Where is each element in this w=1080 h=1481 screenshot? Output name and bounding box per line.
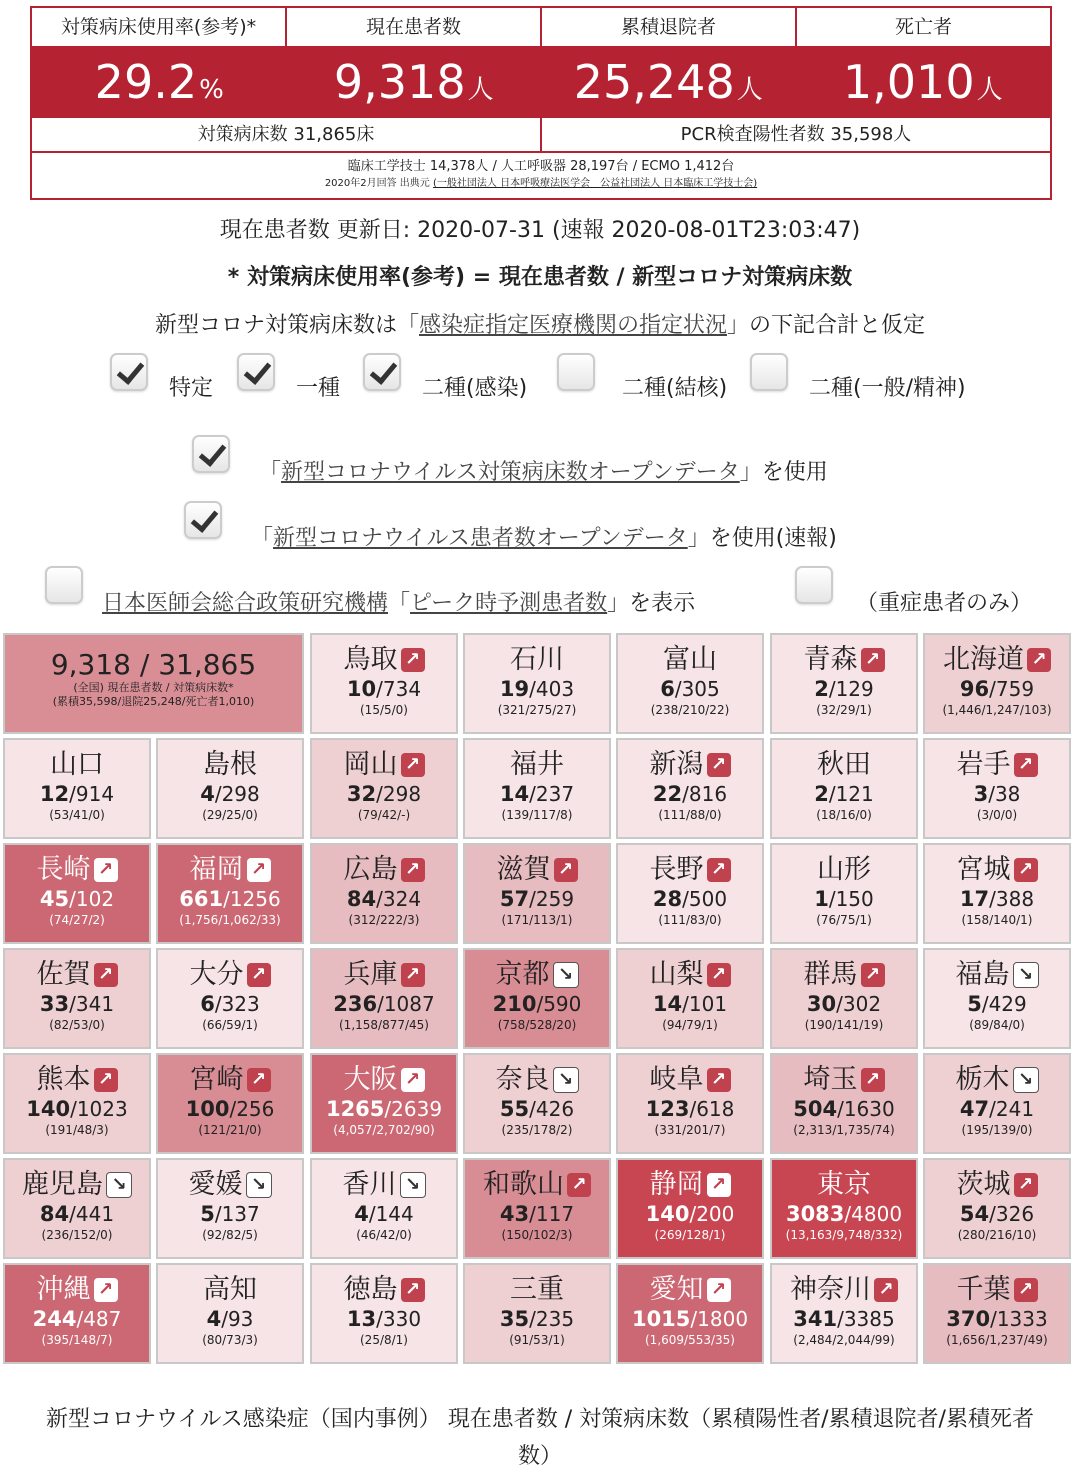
prefecture-name: 石川 xyxy=(510,644,564,675)
source-info: 2020年2月回答 出典元 (一般社団法人 日本呼吸療法医学会 公益社団法人 日本臨床工学技士会) xyxy=(324,178,758,189)
prefecture-tile[interactable] xyxy=(923,633,1071,734)
cumulative-detail: (1,756/1,062/33) xyxy=(179,913,281,927)
prefecture-name: 福岡 ↗ xyxy=(158,854,302,886)
cumulative-detail: (395/148/7) xyxy=(41,1333,113,1347)
prefecture-name: 茨城 ↗ xyxy=(925,1169,1069,1201)
prefecture-name: 佐賀 ↗ xyxy=(5,959,149,991)
patients-beds: 1015/1800 xyxy=(631,1307,749,1331)
trend-down-icon: ↘ xyxy=(246,1172,272,1198)
header-discharged: 累積退院者 xyxy=(542,8,797,46)
national-total-tile[interactable]: 9,318 / 31,865 (全国) 現在患者数 / 対策病床数* (累積35,598/退院25,248/死亡者1,010) xyxy=(3,633,304,734)
patients-beds: 2/129 xyxy=(814,677,874,701)
cumulative-detail: (66/59/1) xyxy=(202,1018,258,1032)
prefecture-tile[interactable] xyxy=(3,843,151,944)
patients-beds: 661/1256 xyxy=(179,887,281,911)
prefecture-tile[interactable] xyxy=(616,1158,764,1259)
value-deaths: 1,010人 xyxy=(842,55,1003,109)
cumulative-detail: (15/5/0) xyxy=(360,703,408,717)
trend-up-icon: ↗ xyxy=(567,1173,591,1197)
trend-down-icon: ↘ xyxy=(553,1067,579,1093)
patients-beds: 6/305 xyxy=(660,677,720,701)
prefecture-tile[interactable] xyxy=(770,1053,918,1154)
prefecture-name: 広島 ↗ xyxy=(312,854,456,886)
prefecture-tile[interactable] xyxy=(616,1053,764,1154)
cumulative-detail: (1,656/1,237/49) xyxy=(946,1333,1048,1347)
cumulative-detail: (1,609/553/35) xyxy=(645,1333,735,1347)
cumulative-detail: (25/8/1) xyxy=(360,1333,408,1347)
cumulative-detail: (74/27/2) xyxy=(49,913,105,927)
patients-beds: 47/241 xyxy=(959,1097,1035,1121)
prefecture-tile[interactable] xyxy=(616,843,764,944)
patients-beds: 84/441 xyxy=(39,1202,115,1226)
trend-up-icon: ↗ xyxy=(707,1278,731,1302)
trend-up-icon: ↗ xyxy=(554,858,578,882)
checkbox-icon[interactable] xyxy=(237,353,275,391)
prefecture-tile[interactable] xyxy=(923,948,1071,1049)
prefecture-tile[interactable] xyxy=(616,633,764,734)
patients-beds: 14/237 xyxy=(499,782,575,806)
prefecture-tile[interactable] xyxy=(463,633,611,734)
summary-headers xyxy=(32,8,1050,46)
jmari-link[interactable]: 日本医師会総合政策研究機構 xyxy=(102,591,389,616)
trend-up-icon: ↗ xyxy=(247,963,271,987)
cumulative-detail: (2,313/1,735/74) xyxy=(793,1123,895,1137)
value-current-patients: 9,318人 xyxy=(333,55,494,109)
patients-beds: 5/429 xyxy=(967,992,1027,1016)
patients-beds: 236/1087 xyxy=(333,992,435,1016)
prefecture-name: 沖縄 ↗ xyxy=(5,1274,149,1306)
prefecture-tile[interactable] xyxy=(923,1263,1071,1364)
checkbox-icon[interactable] xyxy=(557,353,595,391)
prefecture-tile[interactable] xyxy=(770,633,918,734)
prefecture-name: 大阪 ↗ xyxy=(312,1064,456,1096)
prefecture-tile[interactable] xyxy=(310,948,458,1049)
patients-beds: 28/500 xyxy=(652,887,728,911)
trend-up-icon: ↗ xyxy=(1027,648,1051,672)
cumulative-detail: (3/0/0) xyxy=(976,808,1018,822)
prefecture-tile[interactable] xyxy=(616,948,764,1049)
prefecture-tile[interactable] xyxy=(770,1158,918,1259)
prefecture-name: 北海道 ↗ xyxy=(925,644,1069,676)
prefecture-name: 京都 ↘ xyxy=(465,959,609,991)
cumulative-detail: (236/152/0) xyxy=(41,1228,113,1242)
patients-beds: 123/618 xyxy=(645,1097,735,1121)
patients-beds: 6/323 xyxy=(200,992,260,1016)
trend-up-icon: ↗ xyxy=(707,753,731,777)
prefecture-name: 鳥取 ↗ xyxy=(312,644,456,676)
patients-beds: 5/137 xyxy=(200,1202,260,1226)
cumulative-detail: (111/83/0) xyxy=(658,913,722,927)
prefecture-tile[interactable] xyxy=(463,1263,611,1364)
prefecture-name: 栃木 ↘ xyxy=(925,1064,1069,1096)
trend-down-icon: ↘ xyxy=(1013,962,1039,988)
prefecture-tile[interactable] xyxy=(156,948,304,1049)
cumulative-detail: (4,057/2,702/90) xyxy=(333,1123,435,1137)
patients-beds: 55/426 xyxy=(499,1097,575,1121)
prefecture-name: 高知 xyxy=(203,1274,257,1305)
trend-up-icon: ↗ xyxy=(861,1068,885,1092)
value-discharged: 25,248人 xyxy=(573,55,763,109)
prefecture-tile[interactable] xyxy=(770,1263,918,1364)
patients-beds: 2/121 xyxy=(814,782,874,806)
option-patients-opendata[interactable]: 「新型コロナウイルス患者数オープンデータ」を使用(速報) xyxy=(184,501,837,539)
cumulative-detail: (29/25/0) xyxy=(202,808,258,822)
patients-beds: 57/259 xyxy=(499,887,575,911)
beds-opendata-link[interactable]: 新型コロナウイルス対策病床数オープンデータ xyxy=(281,460,740,485)
patients-beds: 43/117 xyxy=(499,1202,575,1226)
cumulative-detail: (321/275/27) xyxy=(497,703,577,717)
cumulative-detail: (1,158/877/45) xyxy=(339,1018,429,1032)
cumulative-detail: (18/16/0) xyxy=(816,808,872,822)
prefecture-name: 岩手 ↗ xyxy=(925,749,1069,781)
filter-type2-general[interactable]: 二種(一般/精神) xyxy=(750,353,966,391)
patients-opendata-link[interactable]: 新型コロナウイルス患者数オープンデータ xyxy=(273,526,688,551)
header-current-patients: 現在患者数 xyxy=(287,8,542,46)
assumption-text: 新型コロナ対策病床数は「感染症指定医療機関の指定状況」の下記合計と仮定 xyxy=(154,313,926,338)
trend-up-icon: ↗ xyxy=(94,1068,118,1092)
prefecture-tile[interactable] xyxy=(463,738,611,839)
prefecture-tile[interactable] xyxy=(3,738,151,839)
trend-down-icon: ↘ xyxy=(106,1172,132,1198)
patients-beds: 210/590 xyxy=(492,992,582,1016)
trend-up-icon: ↗ xyxy=(94,858,118,882)
trend-up-icon: ↗ xyxy=(861,648,885,672)
prefecture-name: 鹿児島 ↘ xyxy=(5,1169,149,1201)
prefecture-name: 愛知 ↗ xyxy=(618,1274,762,1306)
filter-type2-infection[interactable]: 二種(感染) xyxy=(363,353,527,391)
trend-up-icon: ↗ xyxy=(401,753,425,777)
prefecture-name: 兵庫 ↗ xyxy=(312,959,456,991)
patients-beds: 14/101 xyxy=(652,992,728,1016)
checkbox-icon[interactable] xyxy=(45,566,83,604)
prefecture-tile[interactable] xyxy=(310,843,458,944)
prefecture-tile[interactable] xyxy=(616,738,764,839)
prefecture-tile[interactable] xyxy=(463,843,611,944)
updated-date: 現在患者数 更新日: 2020-07-31 (速報 2020-08-01T23:03:47) xyxy=(219,218,861,243)
prefecture-name: 滋賀 ↗ xyxy=(465,854,609,886)
prefecture-tile[interactable] xyxy=(310,633,458,734)
patients-beds: 1265/2639 xyxy=(325,1097,443,1121)
checkbox-icon[interactable] xyxy=(110,353,148,391)
patients-beds: 3/38 xyxy=(973,782,1021,806)
cumulative-detail: (171/113/1) xyxy=(501,913,573,927)
prefecture-name: 三重 xyxy=(510,1274,564,1305)
cumulative-detail: (758/528/20) xyxy=(497,1018,577,1032)
checkbox-icon[interactable] xyxy=(750,353,788,391)
patients-beds: 33/341 xyxy=(39,992,115,1016)
prefecture-tile[interactable] xyxy=(923,738,1071,839)
trend-up-icon: ↗ xyxy=(94,1278,118,1302)
cumulative-detail: (46/42/0) xyxy=(356,1228,412,1242)
prefecture-tile[interactable] xyxy=(310,1263,458,1364)
total-beds: 対策病床数 31,865床 xyxy=(32,118,542,151)
prefecture-tile[interactable] xyxy=(310,738,458,839)
trend-up-icon: ↗ xyxy=(401,648,425,672)
cumulative-detail: (76/75/1) xyxy=(816,913,872,927)
trend-up-icon: ↗ xyxy=(874,1278,898,1302)
patients-beds: 30/302 xyxy=(806,992,882,1016)
patients-beds: 140/200 xyxy=(645,1202,735,1226)
header-bed-usage: 対策病床使用率(参考)* xyxy=(32,8,287,46)
prefecture-name: 山梨 ↗ xyxy=(618,959,762,991)
patients-beds: 22/816 xyxy=(652,782,728,806)
cumulative-detail: (53/41/0) xyxy=(49,808,105,822)
checkbox-icon[interactable] xyxy=(363,353,401,391)
trend-up-icon: ↗ xyxy=(401,1068,425,1092)
prefecture-tile[interactable] xyxy=(616,1263,764,1364)
prefecture-name: 山口 xyxy=(50,749,104,780)
cumulative-detail: (331/201/7) xyxy=(654,1123,726,1137)
checkbox-icon[interactable] xyxy=(795,566,833,604)
prefecture-tile[interactable] xyxy=(156,1053,304,1154)
prefecture-name: 島根 xyxy=(203,749,257,780)
cumulative-detail: (80/73/3) xyxy=(202,1333,258,1347)
patients-beds: 4/93 xyxy=(206,1307,254,1331)
trend-up-icon: ↗ xyxy=(1014,753,1038,777)
prefecture-tile[interactable] xyxy=(310,1053,458,1154)
cumulative-detail: (238/210/22) xyxy=(650,703,730,717)
cumulative-detail: (190/141/19) xyxy=(804,1018,884,1032)
prefecture-name: 静岡 ↗ xyxy=(618,1169,762,1201)
prefecture-name: 福島 ↘ xyxy=(925,959,1069,991)
cumulative-detail: (82/53/0) xyxy=(49,1018,105,1032)
prefecture-tile[interactable] xyxy=(3,1263,151,1364)
prefecture-tile[interactable] xyxy=(310,1158,458,1259)
cumulative-detail: (312/222/3) xyxy=(348,913,420,927)
prefecture-name: 岡山 ↗ xyxy=(312,749,456,781)
trend-up-icon: ↗ xyxy=(247,858,271,882)
grid-caption: 新型コロナウイルス感染症（国内事例） 現在患者数 / 対策病床数（累積陽性者/累積退院者/累積死者数） xyxy=(46,1407,1034,1469)
option-severe-only[interactable]: （重症患者のみ） xyxy=(795,566,1032,604)
trend-up-icon: ↗ xyxy=(1014,858,1038,882)
cumulative-detail: (150/102/3) xyxy=(501,1228,573,1242)
prefecture-tile[interactable] xyxy=(770,948,918,1049)
prefecture-tile[interactable] xyxy=(156,738,304,839)
summary-beds-row xyxy=(32,118,1050,153)
patients-beds: 17/388 xyxy=(959,887,1035,911)
checkbox-icon[interactable] xyxy=(192,435,230,473)
prefecture-name: 和歌山 ↗ xyxy=(465,1169,609,1201)
prefecture-name: 宮崎 ↗ xyxy=(158,1064,302,1096)
header-deaths: 死亡者 xyxy=(894,16,952,38)
prefecture-name: 神奈川 ↗ xyxy=(772,1274,916,1306)
cumulative-detail: (269/128/1) xyxy=(654,1228,726,1242)
patients-beds: 4/144 xyxy=(354,1202,414,1226)
prefecture-tile[interactable] xyxy=(923,1053,1071,1154)
cumulative-detail: (191/48/3) xyxy=(45,1123,109,1137)
cumulative-detail: (94/79/1) xyxy=(662,1018,718,1032)
cumulative-detail: (111/88/0) xyxy=(658,808,722,822)
filter-specific[interactable]: 特定 xyxy=(110,353,213,391)
cumulative-detail: (1,446/1,247/103) xyxy=(942,703,1052,717)
prefecture-name: 新潟 ↗ xyxy=(618,749,762,781)
trend-down-icon: ↘ xyxy=(400,1172,426,1198)
filter-type2-tuberculosis[interactable]: 二種(結核) xyxy=(557,353,727,391)
prefecture-name: 秋田 xyxy=(817,749,871,780)
patients-beds: 370/1333 xyxy=(946,1307,1048,1331)
patients-beds: 32/298 xyxy=(346,782,422,806)
summary-values xyxy=(32,46,1050,118)
value-bed-usage: 29.2% xyxy=(94,55,224,109)
trend-up-icon: ↗ xyxy=(707,1173,731,1197)
prefecture-name: 宮城 ↗ xyxy=(925,854,1069,886)
prefecture-name: 青森 ↗ xyxy=(772,644,916,676)
patients-beds: 10/734 xyxy=(346,677,422,701)
trend-up-icon: ↗ xyxy=(707,858,731,882)
prefecture-name: 大分 ↗ xyxy=(158,959,302,991)
cumulative-detail: (32/29/1) xyxy=(816,703,872,717)
trend-up-icon: ↗ xyxy=(707,1068,731,1092)
prefecture-tile[interactable] xyxy=(3,948,151,1049)
prefecture-tile[interactable] xyxy=(3,1158,151,1259)
source-link[interactable]: (一般社団法人 日本呼吸療法医学会 公益社団法人 日本臨床工学技士会) xyxy=(433,178,758,189)
patients-beds: 84/324 xyxy=(346,887,422,911)
trend-up-icon: ↗ xyxy=(861,963,885,987)
patients-beds: 12/914 xyxy=(39,782,115,806)
trend-up-icon: ↗ xyxy=(247,1068,271,1092)
patients-beds: 96/759 xyxy=(959,677,1035,701)
prefecture-name: 香川 ↘ xyxy=(312,1169,456,1201)
prefecture-tile[interactable] xyxy=(923,1158,1071,1259)
prefecture-name: 富山 xyxy=(663,644,717,675)
option-beds-opendata[interactable]: 「新型コロナウイルス対策病床数オープンデータ」を使用 xyxy=(192,435,828,473)
prefecture-name: 岐阜 ↗ xyxy=(618,1064,762,1096)
prefecture-tile[interactable] xyxy=(463,948,611,1049)
patients-beds: 1/150 xyxy=(814,887,874,911)
trend-up-icon: ↗ xyxy=(401,963,425,987)
cumulative-detail: (280/216/10) xyxy=(957,1228,1037,1242)
summary-panel xyxy=(30,6,1052,200)
prefecture-name: 山形 xyxy=(817,854,871,885)
cumulative-detail: (139/117/8) xyxy=(501,808,573,822)
cumulative-detail: (121/21/0) xyxy=(198,1123,262,1137)
patients-beds: 54/326 xyxy=(959,1202,1035,1226)
option-peak-prediction[interactable]: 日本医師会総合政策研究機構「ピーク時予測患者数」を表示 xyxy=(45,566,695,604)
trend-down-icon: ↘ xyxy=(1013,1067,1039,1093)
trend-up-icon: ↗ xyxy=(401,858,425,882)
trend-up-icon: ↗ xyxy=(401,1278,425,1302)
patients-beds: 13/330 xyxy=(346,1307,422,1331)
prefecture-tile[interactable] xyxy=(463,1053,611,1154)
formula: * 対策病床使用率(参考) = 現在患者数 / 新型コロナ対策病床数 xyxy=(227,265,853,290)
cumulative-detail: (235/178/2) xyxy=(501,1123,573,1137)
prefecture-name: 熊本 ↗ xyxy=(5,1064,149,1096)
cumulative-detail: (92/82/5) xyxy=(202,1228,258,1242)
patients-beds: 244/487 xyxy=(32,1307,122,1331)
pcr-positive: PCR検査陽性者数 35,598人 xyxy=(680,124,912,145)
prefecture-tile[interactable] xyxy=(156,1263,304,1364)
trend-up-icon: ↗ xyxy=(1014,1173,1038,1197)
patients-beds: 140/1023 xyxy=(26,1097,128,1121)
designation-status-link[interactable]: 感染症指定医療機関の指定状況 xyxy=(418,313,727,338)
patients-beds: 100/256 xyxy=(185,1097,275,1121)
patients-beds: 4/298 xyxy=(200,782,260,806)
patients-beds: 35/235 xyxy=(499,1307,575,1331)
cumulative-detail: (2,484/2,044/99) xyxy=(793,1333,895,1347)
prefecture-name: 東京 xyxy=(817,1169,871,1200)
prefecture-name: 千葉 ↗ xyxy=(925,1274,1069,1306)
patients-beds: 19/403 xyxy=(499,677,575,701)
patients-beds: 3083/4800 xyxy=(785,1202,903,1226)
prefecture-tile[interactable] xyxy=(463,1158,611,1259)
prefecture-name: 福井 xyxy=(510,749,564,780)
cumulative-detail: (158/140/1) xyxy=(961,913,1033,927)
trend-up-icon: ↗ xyxy=(94,963,118,987)
prefecture-tile[interactable] xyxy=(770,843,918,944)
checkbox-icon[interactable] xyxy=(184,501,222,539)
cumulative-detail: (79/42/-) xyxy=(357,808,411,822)
equipment-info: 臨床工学技士 14,378人 / 人工呼吸器 28,197台 / ECMO 1,412台 xyxy=(347,159,735,174)
prefecture-name: 埼玉 ↗ xyxy=(772,1064,916,1096)
prefecture-tile[interactable] xyxy=(923,843,1071,944)
prefecture-tile[interactable] xyxy=(156,843,304,944)
peak-prediction-link[interactable]: ピーク時予測患者数 xyxy=(410,591,608,616)
prefecture-name: 長崎 ↗ xyxy=(5,854,149,886)
prefecture-name: 長野 ↗ xyxy=(618,854,762,886)
trend-up-icon: ↗ xyxy=(707,963,731,987)
cumulative-detail: (195/139/0) xyxy=(961,1123,1033,1137)
patients-beds: 341/3385 xyxy=(793,1307,895,1331)
cumulative-detail: (89/84/0) xyxy=(969,1018,1025,1032)
cumulative-detail: (91/53/1) xyxy=(509,1333,565,1347)
filter-type1[interactable]: 一種 xyxy=(237,353,340,391)
prefecture-name: 群馬 ↗ xyxy=(772,959,916,991)
prefecture-tile[interactable] xyxy=(156,1158,304,1259)
prefecture-name: 徳島 ↗ xyxy=(312,1274,456,1306)
trend-down-icon: ↘ xyxy=(553,962,579,988)
prefecture-tile[interactable] xyxy=(770,738,918,839)
prefecture-tile[interactable] xyxy=(3,1053,151,1154)
patients-beds: 504/1630 xyxy=(793,1097,895,1121)
trend-up-icon: ↗ xyxy=(1014,1278,1038,1302)
prefecture-name: 愛媛 ↘ xyxy=(158,1169,302,1201)
cumulative-detail: (13,163/9,748/332) xyxy=(785,1228,903,1242)
patients-beds: 45/102 xyxy=(39,887,115,911)
prefecture-name: 奈良 ↘ xyxy=(465,1064,609,1096)
